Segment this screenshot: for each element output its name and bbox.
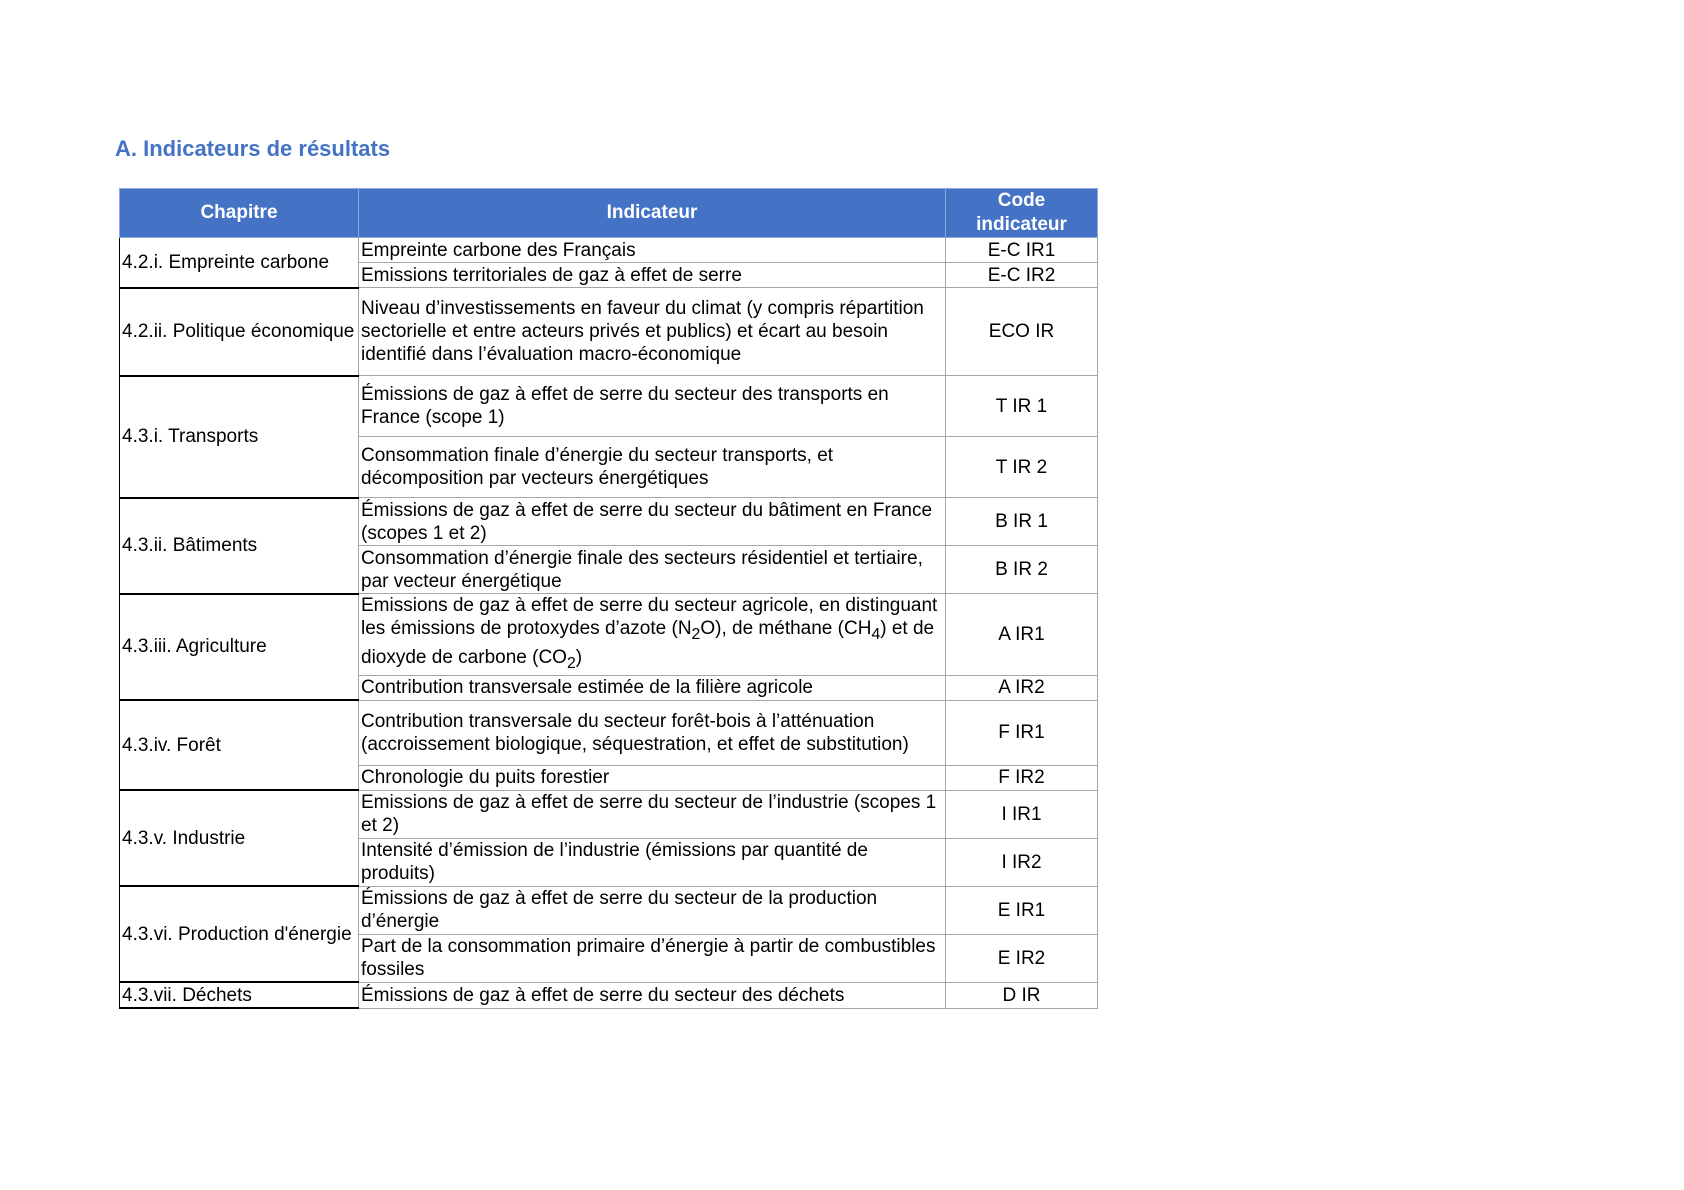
chapter-cell: 4.3.iii. Agriculture	[120, 594, 359, 701]
chapter-cell: 4.3.ii. Bâtiments	[120, 498, 359, 594]
indicator-cell: Intensité d’émission de l’industrie (émissions par quantité de produits)	[359, 838, 946, 886]
table-row	[120, 982, 1098, 1008]
chapter-cell: 4.2.i. Empreinte carbone	[120, 238, 359, 288]
subscript: 2	[691, 625, 701, 643]
indicator-cell: Emissions territoriales de gaz à effet de serre	[359, 263, 946, 288]
chapter-cell: 4.2.ii. Politique économique	[120, 288, 359, 376]
table-row	[120, 594, 1098, 676]
code-cell: I IR1	[946, 790, 1098, 838]
indicator-cell: Empreinte carbone des Français	[359, 238, 946, 263]
indicator-cell: Contribution transversale estimée de la filière agricole	[359, 675, 946, 700]
indicator-cell: Contribution transversale du secteur forêt-bois à l’atténuation (accroissement biologique, séquestration, et effet de substitution)	[359, 700, 946, 765]
indicator-cell	[359, 594, 946, 676]
code-cell: E-C IR1	[946, 238, 1098, 263]
table-row	[120, 886, 1098, 934]
indicator-text: ) et de dioxyde de carbone (CO	[361, 618, 935, 668]
indicator-cell: Émissions de gaz à effet de serre du secteur du bâtiment en France (scopes 1 et 2)	[359, 498, 946, 546]
code-cell: B IR 2	[946, 546, 1098, 594]
indicator-cell: Émissions de gaz à effet de serre du secteur de la production d’énergie	[359, 886, 946, 934]
code-cell: T IR 2	[946, 437, 1098, 498]
code-cell: F IR2	[946, 765, 1098, 790]
indicator-cell: Émissions de gaz à effet de serre du secteur des déchets	[359, 982, 946, 1008]
code-cell: E-C IR2	[946, 263, 1098, 288]
code-cell: A IR2	[946, 675, 1098, 700]
chapter-cell: 4.3.i. Transports	[120, 376, 359, 498]
indicator-cell: Consommation d’énergie finale des secteurs résidentiel et tertiaire, par vecteur énergétique	[359, 546, 946, 594]
table-header-row	[120, 189, 1098, 238]
code-cell: E IR1	[946, 886, 1098, 934]
chapter-cell: 4.3.vi. Production d'énergie	[120, 886, 359, 982]
chapter-cell: 4.3.v. Industrie	[120, 790, 359, 886]
indicator-text: )	[575, 646, 583, 668]
indicator-cell: Émissions de gaz à effet de serre du secteur des transports en France (scope 1)	[359, 376, 946, 437]
table-row	[120, 288, 1098, 376]
indicator-cell: Part de la consommation primaire d’énergie à partir de combustibles fossiles	[359, 934, 946, 982]
code-cell: ECO IR	[946, 288, 1098, 376]
code-cell: E IR2	[946, 934, 1098, 982]
chapter-cell: 4.3.iv. Forêt	[120, 700, 359, 790]
table-row	[120, 498, 1098, 546]
indicator-cell: Niveau d’investissements en faveur du climat (y compris répartition sectorielle et entre acteurs privés et publics) et écart au besoin identifié dans l’évaluation macro-économique	[359, 288, 946, 376]
subscript: 2	[566, 654, 576, 672]
table-row	[120, 790, 1098, 838]
indicator-cell: Chronologie du puits forestier	[359, 765, 946, 790]
code-cell: A IR1	[946, 594, 1098, 676]
subscript: 4	[871, 625, 881, 643]
table-row	[120, 376, 1098, 437]
indicator-cell: Consommation finale d’énergie du secteur transports, et décomposition par vecteurs énergétiques	[359, 437, 946, 498]
indicator-cell: Emissions de gaz à effet de serre du secteur de l’industrie (scopes 1 et 2)	[359, 790, 946, 838]
indicators-table	[119, 188, 1098, 1009]
header-code: Code indicateur	[946, 189, 1098, 238]
code-cell: F IR1	[946, 700, 1098, 765]
code-cell: B IR 1	[946, 498, 1098, 546]
header-chapitre: Chapitre	[120, 189, 359, 238]
chapter-cell: 4.3.vii. Déchets	[120, 982, 359, 1008]
table-row	[120, 238, 1098, 263]
table-row	[120, 700, 1098, 765]
code-cell: D IR	[946, 982, 1098, 1008]
code-cell: I IR2	[946, 838, 1098, 886]
code-cell: T IR 1	[946, 376, 1098, 437]
section-title: A. Indicateurs de résultats	[115, 136, 391, 161]
header-indicateur: Indicateur	[359, 189, 946, 238]
indicator-text: Emissions de gaz à effet de serre du secteur agricole, en distinguant les émissions de protoxydes d’azote (N	[361, 595, 938, 639]
indicator-text: O), de méthane (CH	[700, 618, 872, 639]
